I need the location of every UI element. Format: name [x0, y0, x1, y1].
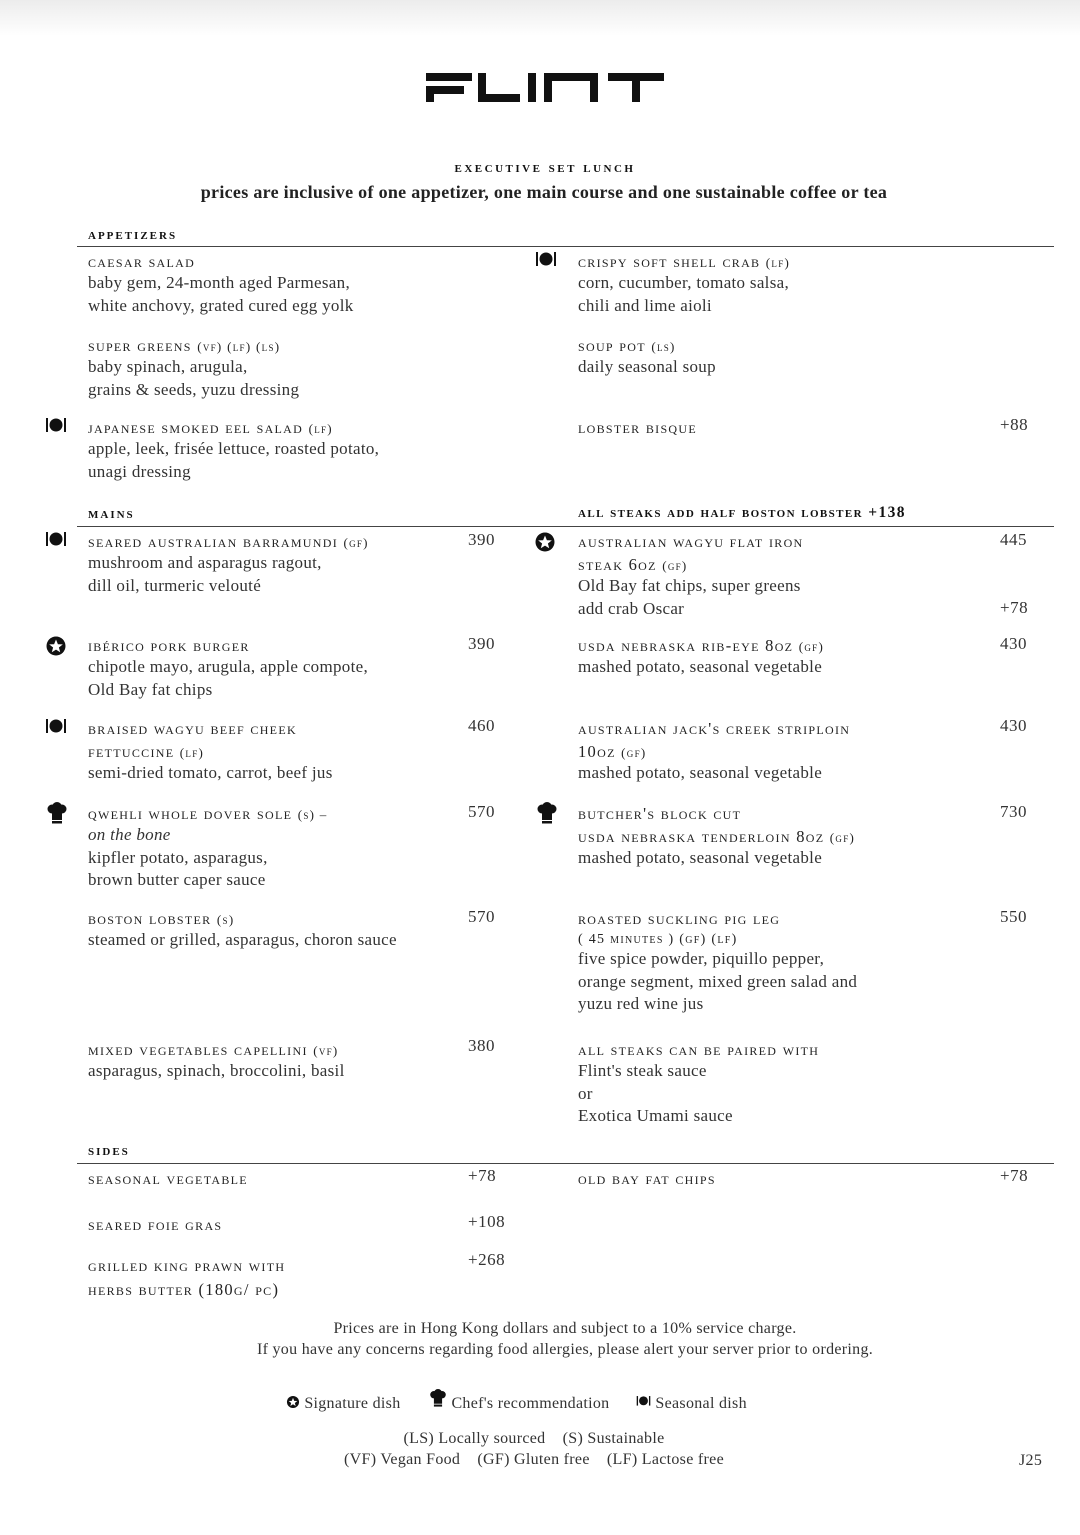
item-name: usda nebraska rib-eye 8oz: [578, 636, 794, 655]
item-caesar-salad: [88, 252, 354, 317]
item-price: 390: [468, 634, 495, 653]
item-desc: or: [578, 1083, 593, 1103]
item-name: braised wagyu beef cheek: [88, 719, 297, 738]
item-name: soup pot: [578, 336, 646, 355]
chef-hat-icon: [46, 802, 68, 824]
legend: [286, 1389, 747, 1413]
item-wagyu-flat-iron: [578, 532, 804, 620]
cloche-icon: [45, 529, 67, 551]
item-desc: mushroom and asparagus ragout,: [88, 553, 322, 572]
item-name: qwehli whole dover sole: [88, 804, 293, 823]
item-desc: white anchovy, grated cured egg yolk: [88, 295, 354, 315]
menu-title: executive set lunch: [454, 160, 636, 176]
item-price: 570: [468, 802, 495, 821]
item-addon-price: +78: [1000, 598, 1029, 617]
item-name: super greens: [88, 336, 192, 355]
item-soup-pot: [578, 336, 716, 379]
item-price: +268: [468, 1250, 506, 1269]
item-name: herbs butter (180g/ pc): [88, 1280, 280, 1299]
item-name: seared australian barramundi: [88, 532, 338, 551]
item-name: fettuccine: [88, 742, 175, 761]
item-wagyu-cheek: [88, 719, 333, 785]
star-circle-icon: [534, 531, 556, 553]
item-boston-lobster: [88, 909, 397, 952]
item-smoked-eel-salad: [88, 418, 379, 483]
item-name: grilled king prawn with: [88, 1256, 286, 1275]
flint-logo: [424, 70, 664, 106]
item-name: butcher's block cut: [578, 804, 742, 823]
item-desc: unagi dressing: [88, 461, 191, 481]
item-name: steak 6oz: [578, 555, 657, 574]
item-desc: mashed potato, seasonal vegetable: [578, 848, 823, 867]
item-desc: asparagus, spinach, broccolini, basil: [88, 1061, 345, 1080]
item-desc: baby gem, 24-month aged Parmesan,: [88, 273, 351, 292]
item-name: 10oz: [578, 742, 616, 761]
item-foie-gras: seared foie gras: [88, 1215, 223, 1234]
item-tags: (lf): [179, 745, 205, 760]
item-old-bay-fat-chips: old bay fat chips: [578, 1169, 716, 1188]
tags-legend-line2: (VF) Vegan Food (GF) Gluten free (LF) Lactose free: [344, 1451, 724, 1468]
item-desc: Exotica Umami sauce: [578, 1106, 733, 1125]
item-price: 390: [468, 530, 495, 549]
item-iberico-burger: [88, 636, 368, 701]
item-desc: corn, cucumber, tomato salsa,: [578, 273, 790, 292]
item-desc: chili and lime aioli: [578, 295, 712, 315]
item-tags: (ls): [651, 339, 676, 354]
item-tags: (gf): [798, 639, 825, 654]
item-super-greens: [88, 336, 299, 401]
top-shade: [0, 0, 1080, 36]
item-desc: kipfler potato, asparagus,: [88, 847, 268, 867]
item-price: +88: [1000, 415, 1029, 434]
item-striploin: [578, 719, 850, 785]
item-desc: add crab Oscar: [578, 598, 685, 618]
item-name: australian jack's creek striploin: [578, 719, 851, 738]
appetizers-rule: [77, 246, 1054, 247]
item-tags: (vf): [313, 1043, 339, 1058]
item-tags: (lf): [765, 255, 791, 270]
cloche-icon: [45, 415, 67, 437]
item-desc: mashed potato, seasonal vegetable: [578, 657, 823, 676]
item-name: all steaks can be paired with: [578, 1040, 820, 1059]
item-steak-pairing: [578, 1040, 819, 1128]
item-desc: baby spinach, arugula,: [88, 357, 248, 376]
item-desc: steamed or grilled, asparagus, choron sauce: [88, 930, 397, 949]
item-price: 570: [468, 907, 495, 926]
item-name: australian wagyu flat iron: [578, 532, 804, 551]
item-price: +108: [468, 1212, 506, 1231]
item-desc: Old Bay fat chips: [88, 679, 213, 699]
item-tags: (s): [216, 912, 235, 927]
item-name: ibérico pork burger: [88, 636, 250, 655]
item-tags: (s) –: [297, 807, 328, 822]
cloche-icon: [535, 249, 557, 271]
item-desc: mashed potato, seasonal vegetable: [578, 763, 823, 782]
section-sides: sides: [88, 1143, 130, 1159]
item-price: 730: [1000, 802, 1027, 821]
item-lobster-bisque: lobster bisque: [578, 418, 697, 437]
item-price: 380: [468, 1036, 495, 1055]
item-desc: apple, leek, frisée lettuce, roasted potato,: [88, 439, 380, 458]
item-tags: (gf): [621, 745, 647, 760]
item-desc: brown butter caper sauce: [88, 870, 266, 889]
star-circle-icon: [286, 1395, 300, 1409]
sides-rule: [77, 1163, 1054, 1164]
item-tags: (gf): [662, 558, 688, 573]
item-desc: dill oil, turmeric velouté: [88, 575, 262, 595]
item-price: 430: [1000, 634, 1027, 653]
item-soft-shell-crab: [578, 252, 790, 317]
item-desc: daily seasonal soup: [578, 357, 716, 376]
tags-legend-line1: (LS) Locally sourced (S) Sustainable: [403, 1430, 665, 1447]
chef-hat-icon: [536, 802, 558, 824]
page-code: J25: [1019, 1452, 1043, 1469]
item-tags: (vf) (lf) (ls): [197, 339, 281, 354]
star-circle-icon: [45, 635, 67, 657]
menu-subtitle: prices are inclusive of one appetizer, one main course and one sustainable coffee or tea: [200, 182, 888, 202]
footer-allergy-note: If you have any concerns regarding food allergies, please alert your server prior to ordering.: [256, 1341, 874, 1358]
item-king-prawn: [88, 1256, 285, 1300]
item-note: on the bone: [88, 825, 171, 844]
item-desc: Flint's steak sauce: [578, 1061, 707, 1080]
item-barramundi: [88, 532, 369, 597]
item-price: 445: [1000, 530, 1027, 549]
item-price: 550: [1000, 907, 1027, 926]
item-desc: grains & seeds, yuzu dressing: [88, 379, 300, 399]
item-tags: (gf): [343, 535, 369, 550]
chef-hat-icon: [429, 1389, 447, 1407]
item-desc: semi-dried tomato, carrot, beef jus: [88, 763, 333, 782]
item-price: 430: [1000, 716, 1027, 735]
item-name: mixed vegetables capellini: [88, 1040, 308, 1059]
mains-rule: [77, 526, 1054, 527]
legend-signature: Signature dish: [304, 1395, 401, 1412]
item-desc: orange segment, mixed green salad and: [578, 971, 858, 991]
item-desc: five spice powder, piquillo pepper,: [578, 949, 825, 968]
item-tags: (gf): [829, 830, 856, 845]
item-desc: Old Bay fat chips, super greens: [578, 576, 801, 595]
item-name: caesar salad: [88, 252, 196, 271]
item-capellini: [88, 1040, 345, 1083]
cloche-icon: [636, 1394, 651, 1409]
legend-chef: Chef's recommendation: [451, 1395, 610, 1412]
item-desc: yuzu red wine jus: [578, 994, 704, 1013]
cloche-icon: [45, 716, 67, 738]
item-name: japanese smoked eel salad: [88, 418, 304, 437]
section-mains: mains: [88, 506, 135, 522]
item-name: crispy soft shell crab: [578, 252, 761, 271]
item-name: boston lobster: [88, 909, 212, 928]
item-butchers-block: [578, 804, 855, 870]
item-tags: ( 45 minutes ) (gf) (lf): [578, 932, 738, 947]
item-name: roasted suckling pig leg: [578, 909, 781, 928]
item-seasonal-vegetable: seasonal vegetable: [88, 1169, 248, 1188]
item-suckling-pig: [578, 909, 857, 1016]
item-name: usda nebraska tenderloin 8oz: [578, 827, 825, 846]
legend-seasonal: Seasonal dish: [655, 1395, 747, 1412]
footer-currency-note: Prices are in Hong Kong dollars and subject to a 10% service charge.: [333, 1320, 797, 1337]
item-dover-sole: [88, 804, 328, 892]
section-mains-lobster-addon: all steaks add half boston lobster +138: [578, 504, 906, 521]
item-tags: (lf): [308, 421, 333, 436]
item-ribeye: [578, 636, 824, 679]
item-price: +78: [468, 1166, 497, 1185]
section-appetizers: appetizers: [88, 227, 178, 243]
item-desc: chipotle mayo, arugula, apple compote,: [88, 657, 369, 676]
item-price: +78: [1000, 1166, 1029, 1185]
item-price: 460: [468, 716, 495, 735]
